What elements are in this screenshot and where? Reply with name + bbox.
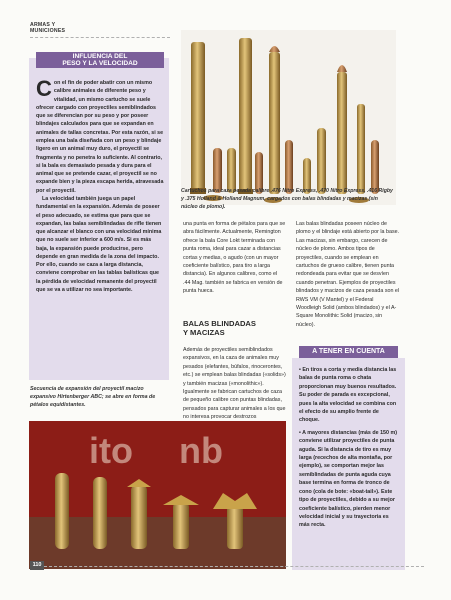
section-heading-line2: Y MACIZAS [183, 328, 225, 337]
page-number: 110 [30, 561, 44, 570]
expansion-sequence-photo [29, 421, 286, 569]
loose-bullets [213, 104, 379, 194]
tip-item-1: • En tiros a corta y media distancia las balas de punta roma o chata proporcionan muy buenos resultados. Su poder de parada es excepcional, pues la alta velocidad se combina con el efecto de su amplio frente de choque. [299, 367, 397, 424]
section-tag-line1: ARMAS Y [30, 22, 56, 28]
cartridge-470 [238, 38, 253, 194]
cartridges-photo [181, 30, 396, 205]
cartridge-416 [269, 46, 280, 194]
article-column-middle-top: una punta en forma de pétalos para que se abra fácilmente. Actualmente, Remington ofrece la bala Core Lokt terminada con punta roma, ideal para cazar a distancias cortas y medias, o agudo (con un mayor coeficiente balístico, para tiro a larga distancia). En algunos calibres, como el .44 Mag. también se fabrica en versión de punta hueca. [183, 221, 286, 295]
sidebar-text [36, 76, 164, 294]
bullet-expansion-illustration [29, 421, 286, 569]
drop-cap: C [36, 76, 52, 101]
cartridge-476 [190, 42, 206, 194]
svg-text:nb: nb [179, 430, 223, 471]
caption-heavy-game-cartridges: Cartuchos para caza pesada calibre .476 Nitro Express, .470 Nitro Express, .416 Rigby y .375 Holland & Holland Magnum, cargados con balas blindadas y macizas (sin núcleo de plomo). [181, 188, 393, 211]
article-column-right: Las balas blindadas poseen núcleo de plomo y el blindaje está abierto por la base. Las macizas, sin embargo, carecen de núcleo de plomo. Ambos tipos de proyectiles, cuando se emplean en cartuchos de grueso calibre, tienen punta redondeada para evitar que se desvíen cuando penetran. Ejemplos de proyectiles blindados y macizos de caza pesada son el RWS VM (V Mantel) y el Federal Woodleigh Solid (ambos blindados) y el A-Square Monolithic Solid (macizo, sin núcleo). [296, 221, 400, 328]
cartridges-illustration [181, 30, 396, 205]
tip-box-title: A TENER EN CUENTA [299, 346, 398, 358]
sidebar-title-line1: INFLUENCIA DEL [72, 53, 128, 60]
tip-item-2: • A mayores distancias (más de 150 m) conviene utilizar proyectiles de punta aguda. Si la distancia de tiro es muy larga (recechos de alta montaña, por ejemplo), se comportan mejor las semiblindadas de punta aguda cuya base termina en forma de tronco de cono (cola de bote: «boat-tail»). Este tipo de proyectiles, debido a su mejor coeficiente balístico, pierden menor velocidad inicial y su trayectoria es más recta. [299, 429, 398, 529]
sidebar-paragraph-1: on el fin de poder abatir con un mismo calibre animales de diferente peso y vitalidad, un mismo cartucho se suele ofrecer cargado con proyectiles semiblindados que se diferencian por su peso y por poseer blindajes calculados para que se expandan en animales de tallas concretas. Por esta razón, si se emplea una bala diseñada con un peso y blindaje ligero en un animal muy duro, el proyectil se fragmenta y no penetra lo suficiente. Al contrario, si la bala es demasiado pesada y dura para el animal que se pretende cazar, el proyectil se no expande bien y la pieza escapa herida, atravesada por el proyectil. [36, 80, 164, 194]
section-heading-line1: BALAS BLINDADAS [183, 319, 256, 328]
caption-expansion-sequence: Secuencia de expansión del proyectil macizo expansivo Hirtenberger ABC; se abre en forma de pétalos equidistantes. [30, 386, 156, 408]
sidebar-title-line2: PESO Y LA VELOCIDAD [62, 60, 138, 68]
svg-text:ito: ito [89, 430, 133, 471]
tip-box-text [299, 366, 398, 534]
section-tag [30, 22, 65, 34]
cartridge-375 [337, 65, 347, 194]
section-divider [30, 37, 170, 38]
section-tag-line2: MUNICIONES [30, 28, 66, 34]
footer-divider [44, 566, 424, 567]
bullet-stage-2 [93, 477, 107, 549]
section-heading-solid-bullets [183, 319, 286, 337]
sidebar-title [36, 52, 164, 68]
bullet-stage-1 [55, 473, 69, 549]
article-column-middle-bottom: Además de proyectiles semiblindados expansivos, en la caza de animales muy pesados (elefantes, búfalos, rinocerontes, etc.) se emplean balas blindadas («solids») y también macizas («monolithic»). Igualmente se fabrican cartuchos de caza de pequeño calibre con puntas blindadas, pensados para capturar animales a los que no interesa provocar destrozos [183, 347, 286, 421]
sidebar-paragraph-2: La velocidad también juega un papel fundamental en la expansión. Además de poseer el peso adecuado, se estima que para que se expandan, las balas semiblindadas de rifle tienen que alcanzar el blanco con una velocidad mínima que no suele ser inferior a 600 m/s. Si es más baja, la expansión puede producirse, pero depende en gran medida de la zona del impacto. Por ello, cuando se caza a larga distancia, conviene comprobar en las tablas balísticas que la pérdida de velocidad remanente del proyectil que se va a utilizar no sea importante. [36, 195, 162, 294]
